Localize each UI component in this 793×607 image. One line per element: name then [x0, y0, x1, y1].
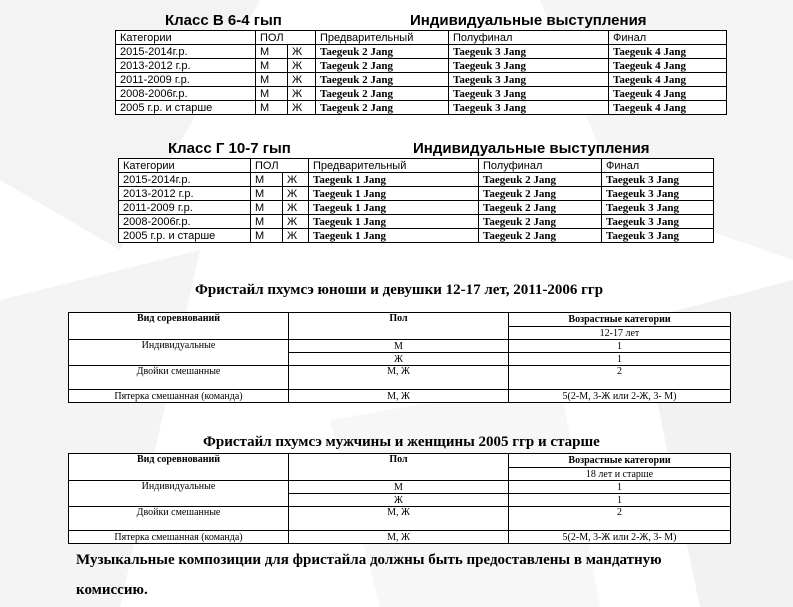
event-cell: Пятерка смешанная (команда): [69, 390, 289, 403]
class-b-table: [115, 30, 727, 115]
semifinal-cell: Taegeuk 3 Jang: [449, 59, 609, 73]
final-cell: Taegeuk 3 Jang: [602, 229, 714, 243]
table-row: [116, 59, 727, 73]
gender-cell: М, Ж: [289, 507, 509, 531]
preliminary-cell: Taegeuk 2 Jang: [316, 59, 449, 73]
category-cell: 2008-2006г.р.: [119, 215, 251, 229]
class-b-title: Класс В 6-4 гып: [165, 12, 282, 29]
table-row: [116, 45, 727, 59]
gender-cell: М, Ж: [289, 366, 509, 390]
final-cell: Taegeuk 4 Jang: [609, 101, 727, 115]
gender-m-cell: М: [256, 45, 288, 59]
gender-cell: Ж: [289, 353, 509, 366]
gender-m-cell: М: [251, 229, 283, 243]
freestyle-youth-table: [68, 312, 731, 403]
semifinal-cell: Taegeuk 2 Jang: [479, 229, 602, 243]
header-category: Категории: [116, 31, 256, 45]
gender-m-cell: М: [256, 59, 288, 73]
header-age-categories: Возрастные категории: [509, 454, 731, 468]
class-g-title: Класс Г 10-7 гып: [168, 140, 291, 157]
gender-cell: М, Ж: [289, 531, 509, 544]
category-cell: 2011-2009 г.р.: [116, 73, 256, 87]
header-gender: ПОЛ: [251, 159, 309, 173]
table-header-row: [69, 313, 731, 327]
freestyle-youth-title: Фристайл пхумсэ юноши и девушки 12-17 лет, 2011-2006 ггр: [195, 282, 604, 298]
final-cell: Taegeuk 4 Jang: [609, 73, 727, 87]
table-row: [69, 507, 731, 531]
final-cell: Taegeuk 3 Jang: [602, 201, 714, 215]
category-cell: 2011-2009 г.р.: [119, 201, 251, 215]
preliminary-cell: Taegeuk 2 Jang: [316, 87, 449, 101]
gender-f-cell: Ж: [288, 73, 316, 87]
category-cell: 2008-2006г.р.: [116, 87, 256, 101]
header-age-categories: Возрастные категории: [509, 313, 731, 327]
preliminary-cell: Taegeuk 1 Jang: [309, 173, 479, 187]
final-cell: Taegeuk 3 Jang: [602, 215, 714, 229]
value-cell: 1: [509, 353, 731, 366]
table-header-row: [116, 31, 727, 45]
table-row: [116, 87, 727, 101]
table-header-row: [69, 454, 731, 468]
category-cell: 2015-2014г.р.: [116, 45, 256, 59]
gender-m-cell: М: [256, 73, 288, 87]
value-cell: 5(2-М, 3-Ж или 2-Ж, 3- М): [509, 531, 731, 544]
age-group-cell: 12-17 лет: [509, 327, 731, 340]
preliminary-cell: Taegeuk 2 Jang: [316, 73, 449, 87]
age-group-cell: 18 лет и старше: [509, 468, 731, 481]
final-cell: Taegeuk 3 Jang: [602, 173, 714, 187]
gender-cell: М, Ж: [289, 390, 509, 403]
header-gender: Пол: [289, 454, 509, 481]
event-cell: Индивидуальные: [69, 340, 289, 366]
table-row: [119, 229, 714, 243]
preliminary-cell: Taegeuk 2 Jang: [316, 45, 449, 59]
header-preliminary: Предварительный: [316, 31, 449, 45]
freestyle-adult-title: Фристайл пхумсэ мужчины и женщины 2005 ггр и старше: [203, 434, 600, 450]
freestyle-adult-table: [68, 453, 731, 544]
event-cell: Пятерка смешанная (команда): [69, 531, 289, 544]
header-gender: ПОЛ: [256, 31, 316, 45]
gender-m-cell: М: [251, 173, 283, 187]
semifinal-cell: Taegeuk 2 Jang: [479, 173, 602, 187]
table-row: [119, 187, 714, 201]
gender-m-cell: М: [251, 215, 283, 229]
gender-f-cell: Ж: [288, 101, 316, 115]
gender-f-cell: Ж: [283, 187, 309, 201]
preliminary-cell: Taegeuk 1 Jang: [309, 201, 479, 215]
preliminary-cell: Taegeuk 1 Jang: [309, 215, 479, 229]
class-b-subtitle: Индивидуальные выступления: [410, 12, 647, 29]
header-semifinal: Полуфинал: [479, 159, 602, 173]
preliminary-cell: Taegeuk 2 Jang: [316, 101, 449, 115]
event-cell: Индивидуальные: [69, 481, 289, 507]
category-cell: 2013-2012 г.р.: [119, 187, 251, 201]
gender-f-cell: Ж: [283, 201, 309, 215]
semifinal-cell: Taegeuk 2 Jang: [479, 201, 602, 215]
table-row: [69, 481, 731, 494]
value-cell: 1: [509, 481, 731, 494]
table-row: [69, 390, 731, 403]
semifinal-cell: Taegeuk 2 Jang: [479, 187, 602, 201]
header-final: Финал: [602, 159, 714, 173]
gender-f-cell: Ж: [288, 87, 316, 101]
class-g-table: [118, 158, 714, 243]
value-cell: 1: [509, 494, 731, 507]
event-cell: Двойки смешанные: [69, 507, 289, 531]
gender-f-cell: Ж: [283, 173, 309, 187]
music-note-paragraph: Музыкальные композиции для фристайла должны быть предоставлены в мандатную комиссию.: [76, 552, 662, 598]
semifinal-cell: Taegeuk 3 Jang: [449, 45, 609, 59]
header-preliminary: Предварительный: [309, 159, 479, 173]
semifinal-cell: Taegeuk 3 Jang: [449, 73, 609, 87]
event-cell: Двойки смешанные: [69, 366, 289, 390]
gender-m-cell: М: [251, 201, 283, 215]
value-cell: 2: [509, 507, 731, 531]
value-cell: 1: [509, 340, 731, 353]
gender-f-cell: Ж: [288, 45, 316, 59]
gender-cell: М: [289, 340, 509, 353]
value-cell: 2: [509, 366, 731, 390]
semifinal-cell: Taegeuk 3 Jang: [449, 101, 609, 115]
header-gender: Пол: [289, 313, 509, 340]
gender-m-cell: М: [256, 87, 288, 101]
category-cell: 2005 г.р. и старше: [116, 101, 256, 115]
category-cell: 2015-2014г.р.: [119, 173, 251, 187]
preliminary-cell: Taegeuk 1 Jang: [309, 229, 479, 243]
semifinal-cell: Taegeuk 2 Jang: [479, 215, 602, 229]
header-category: Категории: [119, 159, 251, 173]
preliminary-cell: Taegeuk 1 Jang: [309, 187, 479, 201]
category-cell: 2013-2012 г.р.: [116, 59, 256, 73]
value-cell: 5(2-М, 3-Ж или 2-Ж, 3- М): [509, 390, 731, 403]
final-cell: Taegeuk 4 Jang: [609, 45, 727, 59]
table-header-row: [119, 159, 714, 173]
table-row: [116, 101, 727, 115]
table-row: [119, 215, 714, 229]
class-g-subtitle: Индивидуальные выступления: [413, 140, 650, 157]
final-cell: Taegeuk 3 Jang: [602, 187, 714, 201]
table-row: [116, 73, 727, 87]
gender-m-cell: М: [251, 187, 283, 201]
header-semifinal: Полуфинал: [449, 31, 609, 45]
category-cell: 2005 г.р. и старше: [119, 229, 251, 243]
gender-f-cell: Ж: [283, 215, 309, 229]
header-event: Вид соревнований: [69, 454, 289, 481]
final-cell: Taegeuk 4 Jang: [609, 59, 727, 73]
semifinal-cell: Taegeuk 3 Jang: [449, 87, 609, 101]
gender-cell: М: [289, 481, 509, 494]
table-row: [119, 201, 714, 215]
table-row: [69, 531, 731, 544]
gender-m-cell: М: [256, 101, 288, 115]
table-row: [119, 173, 714, 187]
table-row: [69, 366, 731, 390]
gender-f-cell: Ж: [288, 59, 316, 73]
header-event: Вид соревнований: [69, 313, 289, 340]
table-row: [69, 340, 731, 353]
header-final: Финал: [609, 31, 727, 45]
gender-f-cell: Ж: [283, 229, 309, 243]
gender-cell: Ж: [289, 494, 509, 507]
final-cell: Taegeuk 4 Jang: [609, 87, 727, 101]
